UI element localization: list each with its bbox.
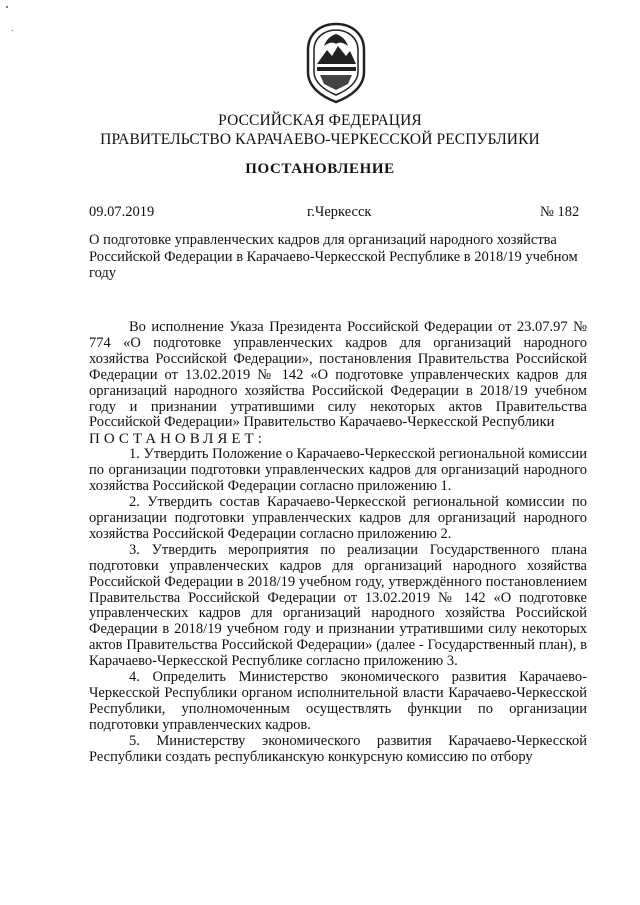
decree-item: 4. Определить Министерство экономического развития Карачаево-Черкесской Республики органом исполнительной власти Карачаево-Черкесской Республики, уполномоченным осуществлять функции по организации подготовки управленческих кадров.	[89, 669, 587, 733]
scan-speck	[12, 30, 13, 31]
document-body	[89, 320, 587, 765]
decree-item: 5. Министерству экономического развития Карачаево-Черкесской Республики создать республиканскую конкурсную комиссию по отбору	[89, 732, 587, 765]
decree-item: 3. Утвердить мероприятия по реализации Государственного плана подготовки управленческих кадров для организаций народного хозяйства Российской Федерации в 2018/19 учебном году, утверждённого постановлением Правительства Российской Федерации от 13.02.2019 № 142 «О подготовке управленческих кадров для организаций народного хозяйства Российской Федерации в 2018/19 учебном году и признании утратившими силу некоторых актов Правительства Российской Федерации» (далее - Государственный план), в Карачаево-Черкесской Республике согласно приложению 3.	[89, 541, 587, 670]
document-title: ПОСТАНОВЛЕНИЕ	[245, 161, 395, 177]
scan-speck	[6, 6, 8, 8]
document-subject: О подготовке управленческих кадров для организаций народного хозяйства Российской Федерации в Карачаево-Черкесской Республике в 2018/19 учебном году	[89, 232, 578, 281]
header-country: РОССИЙСКАЯ ФЕДЕРАЦИЯ	[218, 112, 422, 129]
decree-item: 2. Утвердить состав Карачаево-Черкесской региональной комиссии по организации подготовки управленческих кадров для организаций народного хозяйства Российской Федерации согласно приложению 2.	[89, 494, 587, 542]
document-number: № 182	[540, 204, 580, 220]
decree-item: 1. Утвердить Положение о Карачаево-Черкесской региональной комиссии по организации подготовки управленческих кадров для организаций народного хозяйства Российской Федерации согласно приложению 1.	[89, 446, 587, 495]
preamble-paragraph: Во исполнение Указа Президента Российской Федерации от 23.07.97 № 774 «О подготовке управленческих кадров для организаций народного хозяйства Российской Федерации», постановления Правительства Российской Федерации от 13.02.2019 № 142 «О подготовке управленческих кадров для организаций народного хозяйства Российской Федерации в 2018/19 учебном году и признании утратившими силу некоторых актов Правительства Российской Федерации» Правительство Карачаево-Черкесской Республики	[89, 319, 587, 431]
document-city: г.Черкесск	[307, 204, 372, 220]
coat-of-arms-emblem	[300, 20, 372, 104]
header-government: ПРАВИТЕЛЬСТВО КАРАЧАЕВО-ЧЕРКЕССКОЙ РЕСПУБЛИКИ	[100, 131, 540, 148]
document-date: 09.07.2019	[89, 204, 155, 220]
decree-heading: ПОСТАНОВЛЯЕТ:	[89, 431, 266, 448]
